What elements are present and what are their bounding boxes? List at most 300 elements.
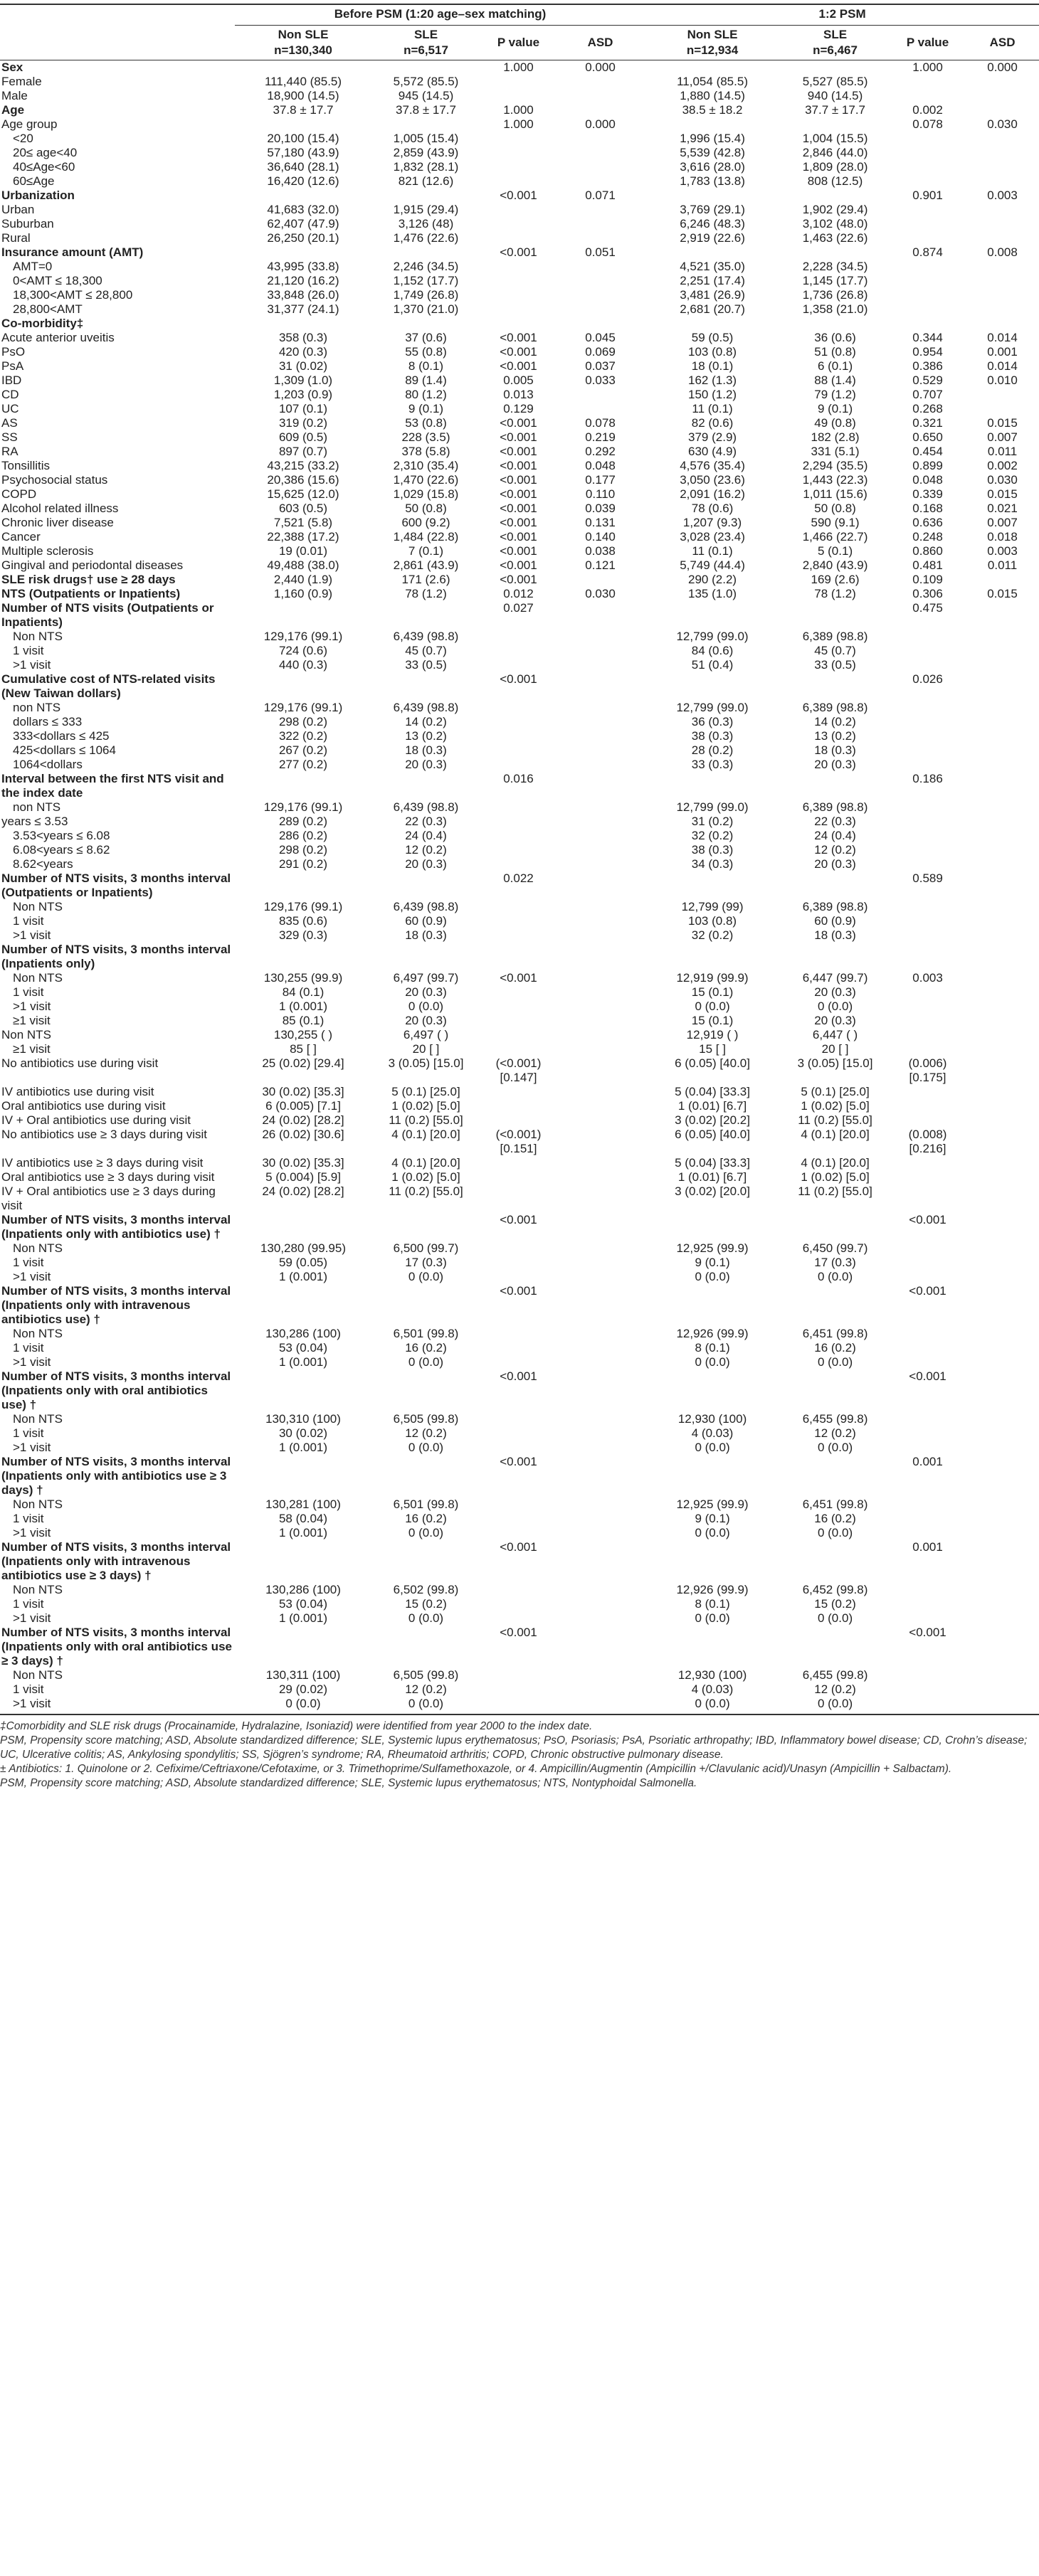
cell-value: 12,930 (100) [677, 1668, 747, 1682]
cell-value: 1 (0.001) [278, 1611, 328, 1625]
cell-value [890, 274, 964, 288]
cell-value [964, 943, 1039, 971]
cell-value: 0.129 [503, 402, 534, 415]
cell-value: 58 (0.04) [278, 1512, 328, 1525]
cell-value: 267 (0.2) [278, 743, 328, 757]
cell-value: 4 (0.1) [20.0] [801, 1128, 870, 1141]
cell-value: 103 (0.8) [688, 914, 737, 928]
cell-value: 20,100 (15.4) [267, 132, 339, 145]
cell-value [480, 1256, 555, 1270]
cell-value: 0.860 [912, 544, 943, 558]
table-row [0, 1583, 1039, 1597]
cell-value [555, 89, 644, 103]
row-label: Gingival and periodontal diseases [1, 558, 184, 572]
cell-value: 1,749 (26.8) [393, 288, 459, 302]
cell-value [555, 160, 644, 174]
cell-value: 43,215 (33.2) [267, 459, 339, 472]
cell-value: <0.001 [500, 544, 537, 558]
table-row [0, 217, 1039, 231]
cell-value: 30 (0.02) [35.3] [262, 1085, 344, 1098]
cell-value: 11 (0.2) [55.0] [798, 1113, 872, 1127]
cell-value [779, 601, 890, 630]
cell-value: 2,228 (34.5) [802, 260, 868, 273]
cell-value [964, 132, 1039, 146]
cell-value: 291 (0.2) [278, 857, 328, 871]
row-label: Suburban [1, 217, 54, 230]
cell-value [555, 800, 644, 815]
cell-value [555, 1184, 644, 1213]
cell-value: 6,389 (98.8) [802, 900, 868, 913]
cell-value: 38.5 ± 18.2 [682, 103, 743, 117]
cell-value [555, 573, 644, 587]
row-label: COPD [1, 487, 37, 501]
cell-value: 228 (3.5) [401, 430, 450, 444]
table-row [0, 189, 1039, 203]
row-label: 425<dollars ≤ 1064 [13, 743, 116, 757]
row-label: >1 visit [13, 1526, 51, 1539]
cell-value: 31,377 (24.1) [267, 302, 339, 316]
cell-value: 0.589 [912, 871, 943, 885]
cell-value [890, 317, 964, 331]
row-label: 0<AMT ≤ 18,300 [13, 274, 102, 287]
cell-value [480, 800, 555, 815]
cell-value [890, 729, 964, 743]
cell-value: 2,246 (34.5) [393, 260, 459, 273]
cell-value: <0.001 [500, 1369, 537, 1383]
cell-value [890, 843, 964, 857]
cell-value [480, 829, 555, 843]
cell-value: 0.000 [585, 117, 616, 131]
cell-value [964, 1597, 1039, 1611]
cell-value [890, 1170, 964, 1184]
cell-value: 6,389 (98.8) [802, 630, 868, 643]
cell-value [480, 843, 555, 857]
cell-value [480, 132, 555, 146]
cell-value [964, 1213, 1039, 1241]
cell-value [964, 900, 1039, 914]
cell-value: <0.001 [500, 1540, 537, 1554]
cell-value: 16,420 (12.6) [267, 174, 339, 188]
cell-value: 1,915 (29.4) [393, 203, 459, 216]
cell-value: 2,251 (17.4) [680, 274, 745, 287]
table-row [0, 1668, 1039, 1682]
cell-value [480, 943, 555, 971]
cell-value: 0.030 [987, 473, 1018, 487]
row-label: non NTS [13, 701, 61, 714]
cell-value: 16 (0.2) [405, 1512, 447, 1525]
cell-value [779, 189, 890, 203]
cell-value: 0 (0.0) [817, 1697, 853, 1710]
col-header-asd-before: ASD [555, 26, 644, 60]
cell-value [370, 317, 480, 331]
cell-value: 12,926 (99.9) [676, 1327, 749, 1340]
row-label: Number of NTS visits, 3 months interval (Inpatients only with intravenous antibiotics use) † [1, 1284, 231, 1326]
row-label: Alcohol related illness [1, 502, 119, 515]
cell-value: (<0.001) [0.147] [495, 1056, 542, 1084]
table-row [0, 1682, 1039, 1697]
cell-value [890, 1498, 964, 1512]
cell-value [480, 302, 555, 317]
cell-value [779, 117, 890, 132]
cell-value: 129,176 (99.1) [263, 900, 343, 913]
row-label: Age group [1, 117, 58, 131]
table-row [0, 1213, 1039, 1241]
cell-value: 1,203 (0.9) [273, 388, 333, 401]
cell-value: 724 (0.6) [278, 644, 328, 657]
cell-value [370, 189, 480, 203]
cell-value [964, 1540, 1039, 1583]
cell-value: 3,616 (28.0) [680, 160, 745, 174]
cell-value: 11,054 (85.5) [677, 75, 748, 88]
cell-value: 0.219 [585, 430, 616, 444]
cell-value: 15,625 (12.0) [267, 487, 339, 501]
cell-value: 0.071 [585, 189, 616, 202]
row-label: Urban [1, 203, 35, 216]
table-row [0, 89, 1039, 103]
row-label: PsA [1, 359, 24, 373]
cell-value [235, 189, 370, 203]
row-label: Oral antibiotics use ≥ 3 days during visit [1, 1170, 215, 1184]
cell-value: 0.168 [912, 502, 943, 515]
table-row [0, 1028, 1039, 1042]
cell-value: 0.002 [987, 459, 1018, 472]
cell-value: 6,389 (98.8) [802, 701, 868, 714]
cell-value [964, 1426, 1039, 1441]
cell-value [555, 701, 644, 715]
cell-value: 0.321 [912, 416, 943, 430]
cell-value [555, 1355, 644, 1369]
cell-value: 1 (0.02) [5.0] [391, 1170, 460, 1184]
row-label: NTS (Outpatients or Inpatients) [1, 587, 181, 600]
cell-value [555, 1412, 644, 1426]
cell-value: 82 (0.6) [691, 416, 734, 430]
cell-value: 12 (0.2) [814, 1426, 856, 1440]
row-label: ≥1 visit [13, 1014, 51, 1027]
cell-value: 0.033 [585, 373, 616, 387]
cell-value [890, 231, 964, 245]
cell-value [370, 1369, 480, 1412]
table-row [0, 1113, 1039, 1128]
cell-value: 4,576 (35.4) [680, 459, 745, 472]
cell-value: 130,286 (100) [265, 1583, 341, 1596]
cell-value: <0.001 [500, 416, 537, 430]
cell-value: (<0.001) [0.151] [495, 1128, 542, 1155]
table-row [0, 288, 1039, 302]
cell-value [890, 203, 964, 217]
cell-value [964, 914, 1039, 928]
cell-value [480, 1085, 555, 1099]
table-row [0, 544, 1039, 558]
cell-value: 17 (0.3) [405, 1256, 447, 1269]
cell-value: 0.650 [912, 430, 943, 444]
cell-value: <0.001 [500, 1213, 537, 1226]
cell-value [890, 1085, 964, 1099]
cell-value [555, 1000, 644, 1014]
cell-value: 6,447 ( ) [812, 1028, 858, 1041]
cell-value: 12,926 (99.9) [676, 1583, 749, 1596]
cell-value: 5,539 (42.8) [680, 146, 745, 159]
col-header-text: Non SLE n=12,934 [686, 28, 739, 57]
row-label: Chronic liver disease [1, 516, 114, 529]
cell-value: 0.015 [987, 487, 1018, 501]
cell-value: 20 (0.3) [405, 1014, 447, 1027]
cell-value: 5 (0.004) [5.9] [265, 1170, 341, 1184]
cell-value [964, 1512, 1039, 1526]
cell-value: 0 (0.0) [408, 1441, 444, 1454]
cell-value [480, 174, 555, 189]
cell-value: 1,152 (17.7) [393, 274, 459, 287]
cell-value [555, 871, 644, 900]
cell-value: 1,011 (15.6) [803, 487, 867, 501]
cell-value: 1 (0.001) [278, 1355, 328, 1369]
cell-value: 0.481 [912, 558, 943, 572]
cell-value [890, 914, 964, 928]
cell-value [890, 1526, 964, 1540]
table-row [0, 900, 1039, 914]
row-label: Co-morbidity‡ [1, 317, 84, 330]
cell-value: 60 (0.9) [814, 914, 856, 928]
cell-value: 0 (0.0) [817, 1611, 853, 1625]
cell-value: 5,527 (85.5) [802, 75, 868, 88]
cell-value: 31 (0.02) [278, 359, 328, 373]
cell-value: 59 (0.05) [278, 1256, 328, 1269]
row-label: IV antibiotics use ≥ 3 days during visit [1, 1156, 204, 1170]
row-label: Non NTS [13, 900, 63, 913]
cell-value [779, 943, 890, 971]
table-row [0, 1270, 1039, 1284]
cell-value: 0.003 [987, 189, 1018, 202]
cell-value [555, 402, 644, 416]
cell-value: 0.475 [912, 601, 943, 615]
cell-value [890, 928, 964, 943]
row-label: >1 visit [13, 1441, 51, 1454]
cell-value: 5 (0.04) [33.3] [675, 1085, 750, 1098]
cell-value: 420 (0.3) [278, 345, 328, 359]
cell-value: <0.001 [500, 502, 537, 515]
cell-value: 78 (1.2) [405, 587, 447, 600]
cell-value: 0 (0.0) [817, 1526, 853, 1539]
cell-value: 171 (2.6) [401, 573, 450, 586]
cell-value: 2,681 (20.7) [680, 302, 745, 316]
cell-value: 6,439 (98.8) [393, 900, 459, 913]
cell-value [964, 1284, 1039, 1327]
cell-value: <0.001 [500, 345, 537, 359]
row-label: 18,300<AMT ≤ 28,800 [13, 288, 133, 302]
cell-value [644, 772, 779, 800]
col-header-text: SLE n=6,517 [404, 28, 448, 57]
cell-value: 0.707 [912, 388, 943, 401]
table-row [0, 1369, 1039, 1412]
cell-value [964, 829, 1039, 843]
cell-value: 379 (2.9) [688, 430, 737, 444]
cell-value [555, 601, 644, 630]
cell-value: 21,120 (16.2) [267, 274, 339, 287]
cell-value: 808 (12.5) [807, 174, 863, 188]
cell-value [555, 274, 644, 288]
cell-value: 20 (0.3) [405, 857, 447, 871]
header-blank [0, 4, 235, 26]
row-label: Cumulative cost of NTS-related visits (New Taiwan dollars) [1, 672, 216, 700]
table-row [0, 1426, 1039, 1441]
cell-value [890, 260, 964, 274]
cell-value [644, 1369, 779, 1412]
table-row [0, 715, 1039, 729]
table-row [0, 260, 1039, 274]
col-header-nonsle-psm [644, 26, 779, 60]
cell-value [779, 317, 890, 331]
cell-value [370, 601, 480, 630]
cell-value [480, 1241, 555, 1256]
cell-value: <0.001 [500, 530, 537, 544]
cell-value: 12,799 (99.0) [676, 630, 749, 643]
table-row [0, 743, 1039, 758]
cell-value: 60 (0.9) [405, 914, 447, 928]
cell-value: <0.001 [500, 1284, 537, 1298]
cell-value: 0.016 [503, 772, 534, 785]
row-label: Sex [1, 60, 23, 74]
row-label: No antibiotics use ≥ 3 days during visit [1, 1128, 208, 1141]
cell-value [964, 1455, 1039, 1498]
row-label: 40≤Age<60 [13, 160, 75, 174]
row-label: >1 visit [13, 928, 51, 942]
cell-value: 26 (0.02) [30.6] [262, 1128, 344, 1141]
cell-value: 85 [ ] [290, 1042, 317, 1056]
cell-value: 0.248 [912, 530, 943, 544]
cell-value [964, 1341, 1039, 1355]
cell-value [555, 914, 644, 928]
cell-value [555, 1512, 644, 1526]
cell-value: 33 (0.3) [691, 758, 734, 771]
cell-value: <0.001 [500, 516, 537, 529]
cell-value: 3,028 (23.4) [680, 530, 745, 544]
cell-value [890, 1441, 964, 1455]
cell-value: 45 (0.7) [814, 644, 856, 657]
cell-value: 6,455 (99.8) [802, 1668, 868, 1682]
cell-value [555, 971, 644, 985]
row-label: ≥1 visit [13, 1042, 51, 1056]
table-row [0, 630, 1039, 644]
cell-value [964, 260, 1039, 274]
cell-value [480, 231, 555, 245]
cell-value: 12,799 (99.0) [676, 800, 749, 814]
row-label: Non NTS [13, 1327, 63, 1340]
cell-value: <0.001 [909, 1626, 946, 1639]
cell-value: 0.109 [912, 573, 943, 586]
cell-value [890, 75, 964, 89]
cell-value: 0.177 [585, 473, 616, 487]
cell-value [890, 630, 964, 644]
cell-value [964, 1526, 1039, 1540]
cell-value [235, 601, 370, 630]
cell-value: 1 (0.001) [278, 1526, 328, 1539]
table-row [0, 132, 1039, 146]
cell-value: 25 (0.02) [29.4] [262, 1056, 344, 1070]
cell-value [480, 1668, 555, 1682]
cell-value [964, 317, 1039, 331]
cell-value [555, 317, 644, 331]
row-label: 1 visit [13, 1597, 44, 1611]
row-label: years ≤ 3.53 [1, 815, 68, 828]
cell-value: 49 (0.8) [814, 416, 856, 430]
cell-value: 290 (2.2) [688, 573, 737, 586]
table-row [0, 345, 1039, 359]
cell-value: 37 (0.6) [405, 331, 447, 344]
cell-value [235, 772, 370, 800]
cell-value: 6,505 (99.8) [393, 1412, 459, 1426]
cell-value [890, 715, 964, 729]
cell-value: 24 (0.4) [814, 829, 856, 842]
cell-value: 6,389 (98.8) [802, 800, 868, 814]
cell-value: <0.001 [500, 473, 537, 487]
cell-value [890, 1099, 964, 1113]
table-row [0, 558, 1039, 573]
cell-value [480, 146, 555, 160]
cell-value [964, 1327, 1039, 1341]
cell-value [480, 1099, 555, 1113]
cell-value: 2,859 (43.9) [393, 146, 459, 159]
cell-value [555, 75, 644, 89]
row-label: Age [1, 103, 25, 117]
cell-value: 30 (0.02) [35.3] [262, 1156, 344, 1170]
table-row [0, 985, 1039, 1000]
cell-value: 89 (1.4) [405, 373, 447, 387]
cell-value: 0.013 [503, 388, 534, 401]
cell-value: 6,451 (99.8) [802, 1327, 868, 1340]
cell-value: 2,310 (35.4) [393, 459, 459, 472]
cell-value [890, 1014, 964, 1028]
cell-value: 12,930 (100) [677, 1412, 747, 1426]
cell-value [555, 985, 644, 1000]
cell-value: 5,749 (44.4) [680, 558, 745, 572]
cell-value [644, 672, 779, 701]
cell-value [779, 672, 890, 701]
cell-value: 57,180 (43.9) [267, 146, 339, 159]
cell-value [480, 1014, 555, 1028]
row-label: UC [1, 402, 19, 415]
cell-value [890, 815, 964, 829]
cell-value: 0.003 [987, 544, 1018, 558]
cell-value [890, 1341, 964, 1355]
cell-value: <0.001 [909, 1369, 946, 1383]
cell-value [480, 729, 555, 743]
cell-value: 30 (0.02) [278, 1426, 328, 1440]
cell-value [555, 1099, 644, 1113]
cell-value: 0 (0.0) [695, 1355, 730, 1369]
cell-value: 319 (0.2) [278, 416, 328, 430]
cell-value: 135 (1.0) [688, 587, 737, 600]
cell-value: 24 (0.02) [28.2] [262, 1113, 344, 1127]
cell-value: 15 (0.2) [814, 1597, 856, 1611]
cell-value [964, 103, 1039, 117]
table-row [0, 971, 1039, 985]
table-row [0, 245, 1039, 260]
cell-value: 84 (0.6) [691, 644, 734, 657]
cell-value [964, 772, 1039, 800]
cell-value: 0.030 [987, 117, 1018, 131]
row-label: 20≤ age<40 [13, 146, 78, 159]
cell-value: 37.8 ± 17.7 [396, 103, 456, 117]
table-row [0, 672, 1039, 701]
cell-value [555, 1341, 644, 1355]
cell-value: 0.008 [987, 245, 1018, 259]
cell-value [644, 1455, 779, 1498]
row-label: No antibiotics use during visit [1, 1056, 159, 1070]
cell-value: 329 (0.3) [278, 928, 328, 942]
row-label: IV antibiotics use during visit [1, 1085, 154, 1098]
cell-value: 11 (0.1) [692, 544, 733, 558]
cell-value: 0 (0.0) [695, 1697, 730, 1710]
cell-value [890, 1184, 964, 1213]
